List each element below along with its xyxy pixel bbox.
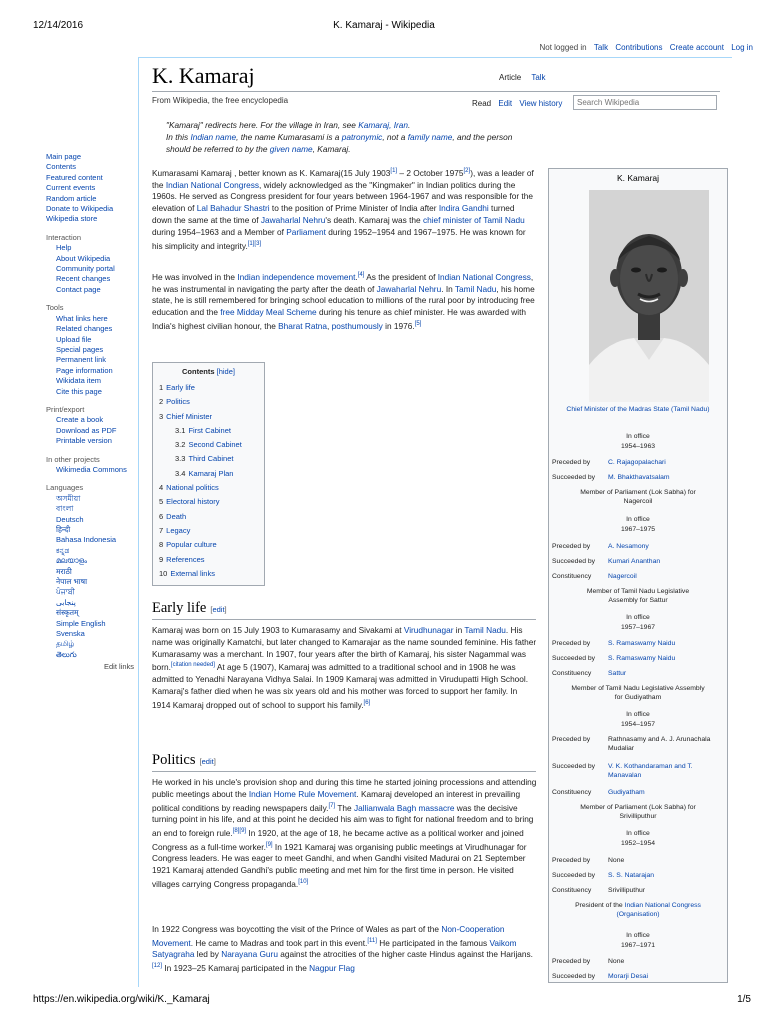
section-heading-early-life: Early life [edit] [152,600,227,616]
sidebar-item-printable-version[interactable]: Printable version [56,436,112,446]
toc-item[interactable] [159,567,264,581]
in-office-label: In office [626,614,650,621]
toc-item[interactable] [159,467,264,481]
toc-label[interactable]: Politics [166,397,190,407]
language-link-item-7[interactable]: मराठी [56,566,72,576]
toc-label[interactable]: External links [170,568,215,578]
contributions-link[interactable]: Contributions [615,43,663,52]
sidebar-heading-tools: Tools [46,303,64,313]
office-inc-o-president: President of the Indian National Congress (Organisation) [575,902,701,919]
toc-item[interactable] [159,495,264,509]
link-narayana-guru[interactable]: Narayana Guru [221,949,278,960]
toc-number: 9 [159,554,164,564]
link-kumari-ananthan[interactable]: Kumari Ananthan [608,558,661,565]
sidebar-item-upload-file[interactable]: Upload file [56,334,92,344]
language-link-item-5[interactable]: ಕನ್ನಡ [56,545,70,555]
page-title: K. Kamaraj [152,63,255,88]
toc-title: Contents [hide] [182,367,235,376]
ref-4[interactable]: [4] [357,272,365,278]
toc-list [153,381,264,581]
sidebar-tools-list [46,314,134,397]
toc-number: 3.4 [175,468,186,478]
toc-item[interactable] [159,438,264,452]
citation-needed[interactable]: [citation needed] [170,662,215,669]
language-link-bahasa-indonesia[interactable]: Bahasa Indonesia [56,535,117,545]
ref-1-3[interactable]: [1][3] [247,240,262,247]
sidebar-item-wikidata-item[interactable]: Wikidata item [56,376,102,386]
infobox: K. Kamaraj Chief Minister of the Madras State (Tamil Nadu) In office 1954–1963 Preceded by C. Rajagopalachari Succeeded by M. Bhakthavatsalam Member of Parliament (Lok Sabha) for Nagercoil In office 1967–1975 Preceded by A. Nesamony Succeeded by Kumari Ananthan Constituency Nagercoil Member of Tamil Nadu Legislative Assembly for Sattur In office 1957–1967 Preceded by S. Ramaswamy Naidu Succeeded by S. Ramaswamy Naidu Constituency Sattur Member of Tamil Nadu Legislative Assembly for Gudiyatham In office 1954–1957 Preceded by Rathnasamy and A. J. Arunachala Mudaliar Succeeded by V. K. Kothandaraman and T. Manavalan Constituency Gudiyatham Member of Parliament (Lok Sabha) for Srivilliputhur In office 1952–1954 Preceded by None Succeeded by S. S. Natarajan Constituency Srivilliputhur President of the Indian National Congress (Organisation) In office 1967–1971 Preceded by None Succeeded by Morarji Desai [548,168,728,983]
term-sattur: 1957–1967 [620,624,656,631]
office-mp-srivilliputhur: Member of Parliament (Lok Sabha) for Srivilliputhur [580,804,696,821]
view-tabs [472,99,567,108]
section-divider [152,619,536,620]
toc-item[interactable] [159,553,264,567]
link-nehru[interactable]: Jawaharlal Nehru [260,214,326,225]
in-office-label: In office [626,830,650,837]
toc-item[interactable] [159,381,264,395]
sidebar-item-current-events[interactable]: Current events [46,183,96,193]
office-mp-nagercoil: Member of Parliament (Lok Sabha) for Nagercoil [580,489,696,506]
toc-number: 7 [159,525,164,535]
print-date: 12/14/2016 [33,20,84,31]
ref-1[interactable]: [1] [390,168,398,174]
sidebar-item-random-article[interactable]: Random article [46,193,97,203]
link-gudiyatham[interactable]: Gudiyatham [608,789,645,796]
in-office-label: In office [626,711,650,718]
intro-paragraph-1: Kumarasami Kamaraj , better known as K. Kamaraj(15 July 1903[1] – 2 October 1975[2]), was a leader of the Indian National Congress, widely acknowledged as the "Kingmaker" in Indian politics during the 1960s. He served as Congress president for four years between 1964-1967 and was responsible for the elevation of Lal Bahadur Shastri to the position of Prime Minister of India after Indira Gandhi turned down the same at the time of Jawaharlal Nehru's death. Kamaraj was the chief minister of Tamil Nadu during 1954–1963 and a Member of Parliament during 1952–1954 and 1967–1975. He was known for his simplicity and integrity.[1][3] [152,167,534,251]
link-virudhunagar[interactable]: Virudhunagar [403,625,454,635]
link-indian-name[interactable]: Indian name [190,132,237,142]
sidebar-item-special-pages[interactable]: Special pages [56,344,104,354]
link-given-name[interactable]: given name [269,144,313,154]
search-input[interactable] [573,95,717,110]
ref-5[interactable]: [5] [414,320,422,327]
sidebar-heading-print: Print/export [46,404,85,414]
link-inc-2[interactable]: Indian National Congress [437,271,531,282]
tab-article[interactable]: Article [499,73,522,82]
sidebar-projects-list [46,465,134,475]
table-of-contents [152,362,265,586]
link-nagpur-flag[interactable]: Nagpur Flag [309,962,355,973]
sidebar-item-permanent-link[interactable]: Permanent link [56,355,107,365]
ref-12[interactable]: [12] [152,963,163,970]
sidebar-item-featured-content[interactable]: Featured content [46,172,103,182]
link-rajagopalachari[interactable]: C. Rajagopalachari [608,459,666,466]
language-link-simple-english[interactable]: Simple English [56,618,106,628]
not-logged-in-text: Not logged in [539,43,587,52]
link-ramaswamy-naidu[interactable]: S. Ramaswamy Naidu [608,640,676,647]
language-link-item-14[interactable]: தமிழ் [56,639,75,649]
language-link-item-11[interactable]: संस्कृतम् [56,608,79,618]
section-divider [152,771,536,772]
sidebar-item-create-a-book[interactable]: Create a book [56,415,104,425]
sidebar-navigation [46,152,134,225]
link-nehru-2[interactable]: Jawaharlal Nehru [376,283,442,294]
ref-7[interactable]: [7] [328,802,336,809]
toc-item[interactable] [159,424,264,438]
hatnote-name: In this Indian name, the name Kumarasami is a patronymic, not a family name, and the person should be referred to by the given name, Kamaraj. [166,132,513,154]
succeeded-by-row: Succeeded by V. K. Kothandaraman and T. Manavalan [549,762,727,782]
language-link-item-9[interactable]: ਪੰਜਾਬੀ [56,587,75,597]
toc-item[interactable] [159,410,264,424]
toc-item[interactable] [159,481,264,495]
ref-6[interactable]: [6] [363,699,371,706]
tab-edit[interactable]: Edit [498,99,513,108]
link-vaikom[interactable]: Vaikom Satyagraha [152,937,517,960]
ref-10[interactable]: [10] [298,878,309,885]
ref-8-9[interactable]: [8][9] [232,827,247,834]
toc-item[interactable] [159,395,264,409]
language-link-item-8[interactable]: नेपाल भाषा [56,577,88,587]
print-title: K. Kamaraj - Wikipedia [333,20,435,31]
link-shastri[interactable]: Lal Bahadur Shastri [196,203,270,214]
link-parliament[interactable]: Parliament [286,226,326,237]
sidebar-heading-languages: Languages [46,483,84,493]
term-cm: 1954–1963 [620,443,656,450]
portrait-image[interactable] [589,190,709,402]
tagline: From Wikipedia, the free encyclopedia [152,96,289,105]
toc-hide-toggle[interactable]: [hide] [216,367,235,376]
language-link-item-1[interactable]: বাংলা [56,504,74,514]
link-ramaswamy-naidu-2[interactable]: S. Ramaswamy Naidu [608,655,676,662]
term-srivilliputhur: 1952–1954 [620,840,656,847]
link-nesamony[interactable]: A. Nesamony [608,543,649,550]
toc-item[interactable] [159,538,264,552]
early-life-paragraph: Kamaraj was born on 15 July 1903 to Kumarasamy and Sivakami at Virudhunagar in Tamil Nadu. His name was originally Kamatchi, but later changed to Kamarajar as the name sounded feminine. His father Kumarasamy was a merchant. In 1907, four years after the birth of Kamaraj, his sister Nagammal was born.[citation needed] At age 5 (1907), Kamaraj was admitted to a traditional school and in 1908 he was admitted to Yenadhi Narayana Vidhya Salai. In 1909 Kamaraj was admitted in Virudupatti High School. Kamaraj's father died when he was six years old and his mother was forced to support her family. In 1914 Kamaraj dropped out of school to support his family.[6] [152,625,537,710]
politics-paragraph-2: In 1922 Congress was boycotting the visit of the Prince of Wales as part of the Non-Cooperation Movement. He came to Madras and took part in this event.[11] He participated in the famous Vaikom Satyagraha led by Narayana Guru against the atrocities of the higher caste Hindus against the Harijans.[12] In 1923–25 Kamaraj participated in the Nagpur Flag [152,924,533,973]
politics-paragraph-1: He worked in his uncle's provision shop and during this time he started joining processions and attending public meetings about the Indian Home Rule Movement. Kamaraj developed an interest in prevailing political conditions by reading newspapers daily.[7] The Jallianwala Bagh massacre was the decisive turning point in his life, and at this point he decided his aim was to fight for national freedom and to bring an end to foreign rule.[8][9] In 1920, at the age of 18, he became active as a political worker and joined Congress as a full-time worker.[9] In 1921 Kamaraj was organising public meetings at Virudhunagar for Congress leaders. He was eager to meet Gandhi, and when Gandhi visited Madurai on 21 September 1921 Kamaraj attended Gandhi's public meeting and met him for the first time in person. He visited villages carrying Congress propaganda.[10] [152,777,537,889]
sidebar-item-what-links-here[interactable]: What links here [56,313,108,323]
language-link-svenska[interactable]: Svenska [56,629,85,639]
sidebar-item-contents[interactable]: Contents [46,162,77,172]
toc-label[interactable]: Death [166,511,187,521]
language-link-item-3[interactable]: हिन्दी [56,525,71,534]
sidebar-interaction-list [46,243,134,295]
link-inc-o[interactable]: Indian National Congress (Organisation) [616,902,701,919]
link-kothandaraman[interactable]: V. K. Kothandaraman and T. Manavalan [608,763,693,780]
link-chief-minister[interactable]: chief minister of Tamil Nadu [422,214,525,225]
toc-number: 3 [159,411,164,421]
toc-number: 3.1 [175,425,186,435]
hatnote [166,119,520,155]
sidebar-item-contact-page[interactable]: Contact page [56,284,101,294]
sidebar-languages-list [46,494,134,661]
in-office-label: In office [626,932,650,939]
tab-talk[interactable]: Talk [531,73,546,82]
link-natarajan[interactable]: S. S. Natarajan [608,872,655,879]
toc-number: 3.3 [175,454,186,464]
tab-read[interactable]: Read [472,99,492,108]
link-bhakthavatsalam[interactable]: M. Bhakthavatsalam [608,474,670,481]
intro-paragraph-2: He was involved in the Indian independence movement.[4] As the president of Indian National Congress, he was instrumental in navigating the party after the death of Jawaharlal Nehru. In Tamil Nadu, his home state, he is still remembered for bringing school education to millions of the rural poor by introducing free education and the free Midday Meal Scheme during his tenure as chief minister. He was awarded with India's highest civilian honour, the Bharat Ratna, posthumously in 1976.[5] [152,271,535,331]
sidebar-item-wikipedia-store[interactable]: Wikipedia store [46,214,98,224]
ref-2[interactable]: [2] [463,168,471,174]
sidebar-item-recent-changes[interactable]: Recent changes [56,274,111,284]
sidebar [46,152,134,673]
sidebar-item-page-information[interactable]: Page information [56,365,113,375]
language-link-item-15[interactable]: తెలుగు [56,649,77,659]
link-morarji-desai[interactable]: Morarji Desai [608,973,649,980]
title-divider [152,91,720,92]
link-independence-movement[interactable]: Indian independence movement [237,271,356,282]
sidebar-item-main-page[interactable]: Main page [46,152,82,161]
office-mla-sattur: Member of Tamil Nadu Legislative Assembly for Sattur [586,588,690,605]
infobox-title: K. Kamaraj [616,173,660,183]
toc-label[interactable]: Third Cabinet [188,454,234,464]
office-mla-gudiyatham: Member of Tamil Nadu Legislative Assembly for Gudiyatham [571,685,705,702]
toc-label[interactable]: Second Cabinet [188,440,242,450]
edit-interlanguage-links[interactable]: Edit links [103,662,134,672]
sidebar-item-cite-this-page[interactable]: Cite this page [56,386,102,396]
print-url: https://en.wikipedia.org/wiki/K._Kamaraj [33,994,210,1005]
sidebar-item-download-as-pdf[interactable]: Download as PDF [56,425,117,435]
term-gudiyatham: 1954–1957 [620,721,656,728]
link-bharat-ratna[interactable]: Bharat Ratna [278,320,328,331]
term-inc-o: 1967–1971 [620,942,656,949]
edit-section-politics[interactable]: [edit] [199,757,216,766]
link-tamil-nadu-2[interactable]: Tamil Nadu [464,625,506,635]
preceded-by-row: Preceded by Rathnasamy and A. J. Arunachala Mudaliar [549,735,727,755]
namespace-tabs [499,73,554,82]
create-account-link[interactable]: Create account [669,43,724,52]
log-in-link[interactable]: Log in [731,43,753,52]
toc-label[interactable]: Chief Minister [166,411,213,421]
language-link-item-6[interactable]: മലയാളം [56,556,88,566]
sidebar-print-list [46,415,134,446]
link-midday-meal[interactable]: free Midday Meal Scheme [220,307,317,318]
link-inc[interactable]: Indian National Congress [165,179,260,190]
section-heading-politics: Politics [edit] [152,752,216,768]
toc-label[interactable]: Kamaraj Plan [188,468,234,478]
in-office-label: In office [626,516,650,523]
link-jallianwala[interactable]: Jallianwala Bagh massacre [353,802,455,813]
toc-number: 4 [159,483,164,493]
ref-11[interactable]: [11] [367,937,377,944]
toc-number: 3.2 [175,440,186,450]
link-kamaraj-iran[interactable]: Kamaraj, Iran [358,120,409,130]
toc-item[interactable] [159,524,264,538]
toc-number: 1 [159,383,164,392]
toc-label[interactable]: First Cabinet [188,425,231,435]
toc-number: 10 [159,568,168,578]
toc-item[interactable] [159,510,264,524]
toc-item[interactable] [159,452,264,466]
sidebar-item-related-changes[interactable]: Related changes [56,324,113,334]
link-family-name[interactable]: family name [407,132,453,142]
edit-section-early-life[interactable]: [edit] [210,605,227,614]
link-posthumously[interactable]: posthumously [331,320,383,331]
toc-label[interactable]: References [166,554,205,564]
sidebar-item-about-wikipedia[interactable]: About Wikipedia [56,253,111,263]
sidebar-item-community-portal[interactable]: Community portal [56,264,115,274]
toc-number: 6 [159,511,164,521]
sidebar-item-help[interactable]: Help [56,243,72,253]
language-link-item-10[interactable]: پنجابی [56,597,76,607]
toc-number: 5 [159,497,164,507]
sidebar-heading-interaction: Interaction [46,232,82,242]
link-patronymic[interactable]: patronymic [341,132,383,142]
link-indira[interactable]: Indira Gandhi [438,203,489,214]
term-nagercoil: 1967–1975 [620,526,656,533]
talk-link[interactable]: Talk [593,43,609,52]
language-link-item-0[interactable]: অসমীয়া [56,493,81,503]
print-page-number: 1/5 [737,994,751,1005]
toc-label[interactable]: Electoral history [166,497,220,507]
toc-label[interactable]: Legacy [166,525,191,535]
toc-label[interactable]: Popular culture [166,540,217,550]
ref-9[interactable]: [9] [265,841,273,848]
text-rathnasamy: Rathnasamy and A. J. Arunachala Mudaliar [608,736,711,753]
toc-label[interactable]: Early life [166,383,195,392]
toc-number: 8 [159,540,164,550]
language-link-deutsch[interactable]: Deutsch [56,514,84,524]
in-office-label: In office [626,433,650,440]
link-tamil-nadu[interactable]: Tamil Nadu [454,283,497,294]
sidebar-item-donate-to-wikipedia[interactable]: Donate to Wikipedia [46,204,114,214]
sidebar-item-wikimedia-commons[interactable]: Wikimedia Commons [56,464,127,474]
office-cm-madras[interactable]: Chief Minister of the Madras State (Tamil Nadu) [566,406,710,413]
link-sattur[interactable]: Sattur [608,670,627,677]
toc-label[interactable]: National politics [166,483,219,493]
link-nagercoil[interactable]: Nagercoil [608,573,637,580]
tab-view-history[interactable]: View history [519,99,563,108]
link-home-rule[interactable]: Indian Home Rule Movement [248,788,357,799]
link-non-cooperation[interactable]: Non-Cooperation Movement [152,924,505,948]
toc-number: 2 [159,397,164,407]
hatnote-redirect: "Kamaraj" redirects here. For the village in Iran, see Kamaraj, Iran. [166,120,411,130]
personal-tools [534,43,753,52]
sidebar-heading-projects: In other projects [46,454,100,464]
